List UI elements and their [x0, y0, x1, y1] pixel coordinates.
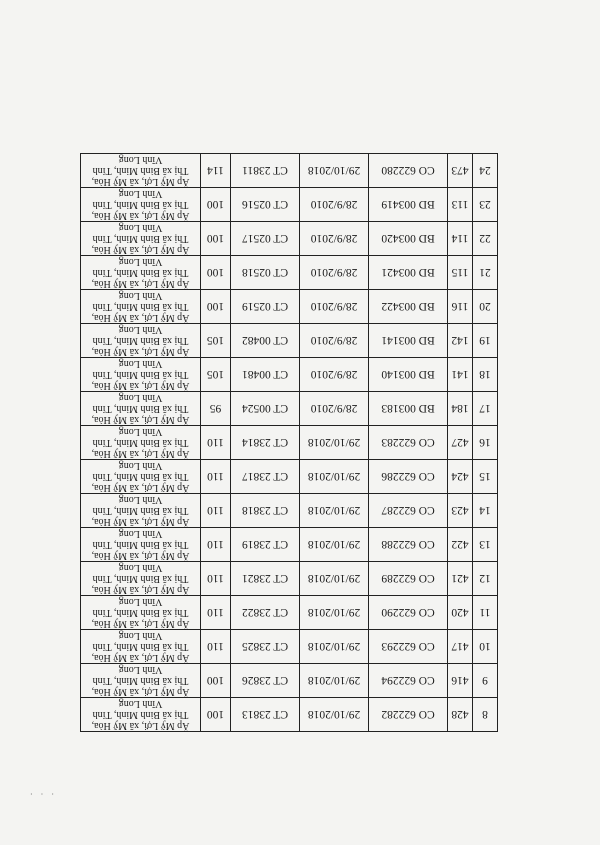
certificate-number-cell: BD 003183 — [369, 392, 448, 426]
address-cell: Ấp Mỹ Lợi, xã Mỹ Hòa, Thị xã Bình Minh, Tỉnh Vĩnh Long — [81, 630, 201, 664]
issue-date-cell: 28/9/2010 — [300, 290, 369, 324]
row-number-cell: 14 — [473, 494, 498, 528]
row-number-cell: 8 — [473, 698, 498, 732]
register-number-cell: CT 23819 — [231, 528, 300, 562]
parcel-number-cell: 473 — [448, 154, 473, 188]
row-number-cell: 16 — [473, 426, 498, 460]
address-cell: Ấp Mỹ Lợi, xã Mỹ Hòa, Thị xã Bình Minh, Tỉnh Vĩnh Long — [81, 460, 201, 494]
table-row — [81, 324, 498, 358]
parcel-number-cell: 427 — [448, 426, 473, 460]
area-cell: 114 — [201, 154, 231, 188]
row-number-cell: 19 — [473, 324, 498, 358]
parcel-number-cell: 423 — [448, 494, 473, 528]
parcel-number-cell: 184 — [448, 392, 473, 426]
table-row — [81, 528, 498, 562]
address-cell: Ấp Mỹ Lợi, xã Mỹ Hòa, Thị xã Bình Minh, Tỉnh Vĩnh Long — [81, 528, 201, 562]
parcel-number-cell: 416 — [448, 664, 473, 698]
row-number-cell: 15 — [473, 460, 498, 494]
register-number-cell: CT 23821 — [231, 562, 300, 596]
parcel-number-cell: 428 — [448, 698, 473, 732]
certificate-number-cell: CO 622287 — [369, 494, 448, 528]
area-cell: 110 — [201, 528, 231, 562]
address-cell: Ấp Mỹ Lợi, xã Mỹ Hòa, Thị xã Bình Minh, Tỉnh Vĩnh Long — [81, 358, 201, 392]
certificate-number-cell: CO 622288 — [369, 528, 448, 562]
issue-date-cell: 28/9/2010 — [300, 256, 369, 290]
register-number-cell: CT 23822 — [231, 596, 300, 630]
row-number-cell: 24 — [473, 154, 498, 188]
table-row — [81, 222, 498, 256]
issue-date-cell: 29/10/2018 — [300, 698, 369, 732]
issue-date-cell: 28/9/2010 — [300, 324, 369, 358]
register-number-cell: CT 23813 — [231, 698, 300, 732]
certificate-number-cell: CO 622294 — [369, 664, 448, 698]
table-row — [81, 494, 498, 528]
parcel-number-cell: 421 — [448, 562, 473, 596]
area-cell: 100 — [201, 256, 231, 290]
issue-date-cell: 28/9/2010 — [300, 222, 369, 256]
scan-noise: · · · — [30, 790, 57, 799]
address-cell: Ấp Mỹ Lợi, xã Mỹ Hòa, Thị xã Bình Minh, Tỉnh Vĩnh Long — [81, 154, 201, 188]
register-number-cell: CT 23817 — [231, 460, 300, 494]
register-number-cell: CT 00524 — [231, 392, 300, 426]
parcel-number-cell: 114 — [448, 222, 473, 256]
issue-date-cell: 28/9/2010 — [300, 358, 369, 392]
area-cell: 100 — [201, 664, 231, 698]
certificate-number-cell: BD 003141 — [369, 324, 448, 358]
address-cell: Ấp Mỹ Lợi, xã Mỹ Hòa, Thị xã Bình Minh, Tỉnh Vĩnh Long — [81, 562, 201, 596]
certificate-number-cell: CO 622289 — [369, 562, 448, 596]
parcel-number-cell: 115 — [448, 256, 473, 290]
row-number-cell: 13 — [473, 528, 498, 562]
area-cell: 110 — [201, 562, 231, 596]
table-body — [81, 154, 498, 732]
address-cell: Ấp Mỹ Lợi, xã Mỹ Hòa, Thị xã Bình Minh, Tỉnh Vĩnh Long — [81, 664, 201, 698]
table-row — [81, 358, 498, 392]
issue-date-cell: 29/10/2018 — [300, 528, 369, 562]
area-cell: 110 — [201, 630, 231, 664]
area-cell: 100 — [201, 222, 231, 256]
area-cell: 100 — [201, 698, 231, 732]
row-number-cell: 22 — [473, 222, 498, 256]
address-cell: Ấp Mỹ Lợi, xã Mỹ Hòa, Thị xã Bình Minh, Tỉnh Vĩnh Long — [81, 698, 201, 732]
table-row — [81, 154, 498, 188]
certificate-number-cell: CO 622283 — [369, 426, 448, 460]
issue-date-cell: 29/10/2018 — [300, 154, 369, 188]
certificate-number-cell: BD 003421 — [369, 256, 448, 290]
row-number-cell: 18 — [473, 358, 498, 392]
certificate-number-cell: CO 622290 — [369, 596, 448, 630]
register-number-cell: CT 23826 — [231, 664, 300, 698]
issue-date-cell: 29/10/2018 — [300, 460, 369, 494]
issue-date-cell: 29/10/2018 — [300, 494, 369, 528]
row-number-cell: 20 — [473, 290, 498, 324]
address-cell: Ấp Mỹ Lợi, xã Mỹ Hòa, Thị xã Bình Minh, Tỉnh Vĩnh Long — [81, 290, 201, 324]
address-cell: Ấp Mỹ Lợi, xã Mỹ Hòa, Thị xã Bình Minh, Tỉnh Vĩnh Long — [81, 426, 201, 460]
register-number-cell: CT 23818 — [231, 494, 300, 528]
table-row — [81, 188, 498, 222]
area-cell: 105 — [201, 358, 231, 392]
certificate-number-cell: CO 622293 — [369, 630, 448, 664]
parcel-number-cell: 424 — [448, 460, 473, 494]
issue-date-cell: 29/10/2018 — [300, 630, 369, 664]
issue-date-cell: 29/10/2018 — [300, 562, 369, 596]
certificate-number-cell: BD 003422 — [369, 290, 448, 324]
address-cell: Ấp Mỹ Lợi, xã Mỹ Hòa, Thị xã Bình Minh, Tỉnh Vĩnh Long — [81, 324, 201, 358]
area-cell: 100 — [201, 290, 231, 324]
area-cell: 110 — [201, 494, 231, 528]
row-number-cell: 10 — [473, 630, 498, 664]
parcel-number-cell: 142 — [448, 324, 473, 358]
row-number-cell: 12 — [473, 562, 498, 596]
table-row — [81, 698, 498, 732]
address-cell: Ấp Mỹ Lợi, xã Mỹ Hòa, Thị xã Bình Minh, Tỉnh Vĩnh Long — [81, 596, 201, 630]
table-row — [81, 256, 498, 290]
parcel-number-cell: 417 — [448, 630, 473, 664]
register-number-cell: CT 02519 — [231, 290, 300, 324]
parcel-number-cell: 141 — [448, 358, 473, 392]
parcel-number-cell: 422 — [448, 528, 473, 562]
address-cell: Ấp Mỹ Lợi, xã Mỹ Hòa, Thị xã Bình Minh, Tỉnh Vĩnh Long — [81, 494, 201, 528]
table-row — [81, 426, 498, 460]
certificate-number-cell: CO 622282 — [369, 698, 448, 732]
parcel-number-cell: 116 — [448, 290, 473, 324]
issue-date-cell: 29/10/2018 — [300, 596, 369, 630]
register-number-cell: CT 23814 — [231, 426, 300, 460]
register-number-cell: CT 00481 — [231, 358, 300, 392]
issue-date-cell: 28/9/2010 — [300, 392, 369, 426]
table-row — [81, 630, 498, 664]
table-row — [81, 664, 498, 698]
certificate-number-cell: BD 003420 — [369, 222, 448, 256]
issue-date-cell: 29/10/2018 — [300, 426, 369, 460]
parcel-number-cell: 113 — [448, 188, 473, 222]
area-cell: 100 — [201, 188, 231, 222]
certificate-number-cell: CO 622286 — [369, 460, 448, 494]
area-cell: 105 — [201, 324, 231, 358]
table-row — [81, 596, 498, 630]
address-cell: Ấp Mỹ Lợi, xã Mỹ Hòa, Thị xã Bình Minh, Tỉnh Vĩnh Long — [81, 188, 201, 222]
row-number-cell: 23 — [473, 188, 498, 222]
register-number-cell: CT 23811 — [231, 154, 300, 188]
issue-date-cell: 28/9/2010 — [300, 188, 369, 222]
table-row — [81, 460, 498, 494]
row-number-cell: 11 — [473, 596, 498, 630]
table-row — [81, 290, 498, 324]
area-cell: 110 — [201, 596, 231, 630]
row-number-cell: 21 — [473, 256, 498, 290]
row-number-cell: 9 — [473, 664, 498, 698]
table-row — [81, 562, 498, 596]
certificate-number-cell: BD 003419 — [369, 188, 448, 222]
register-number-cell: CT 02517 — [231, 222, 300, 256]
area-cell: 110 — [201, 460, 231, 494]
area-cell: 95 — [201, 392, 231, 426]
register-number-cell: CT 00482 — [231, 324, 300, 358]
certificate-number-cell: BD 003140 — [369, 358, 448, 392]
issue-date-cell: 29/10/2018 — [300, 664, 369, 698]
register-number-cell: CT 02518 — [231, 256, 300, 290]
land-records-table — [80, 153, 498, 732]
register-number-cell: CT 02516 — [231, 188, 300, 222]
address-cell: Ấp Mỹ Lợi, xã Mỹ Hòa, Thị xã Bình Minh, Tỉnh Vĩnh Long — [81, 256, 201, 290]
parcel-number-cell: 420 — [448, 596, 473, 630]
certificate-number-cell: CO 622280 — [369, 154, 448, 188]
address-cell: Ấp Mỹ Lợi, xã Mỹ Hòa, Thị xã Bình Minh, Tỉnh Vĩnh Long — [81, 222, 201, 256]
address-cell: Ấp Mỹ Lợi, xã Mỹ Hòa, Thị xã Bình Minh, Tỉnh Vĩnh Long — [81, 392, 201, 426]
table-row — [81, 392, 498, 426]
register-number-cell: CT 23825 — [231, 630, 300, 664]
area-cell: 110 — [201, 426, 231, 460]
row-number-cell: 17 — [473, 392, 498, 426]
